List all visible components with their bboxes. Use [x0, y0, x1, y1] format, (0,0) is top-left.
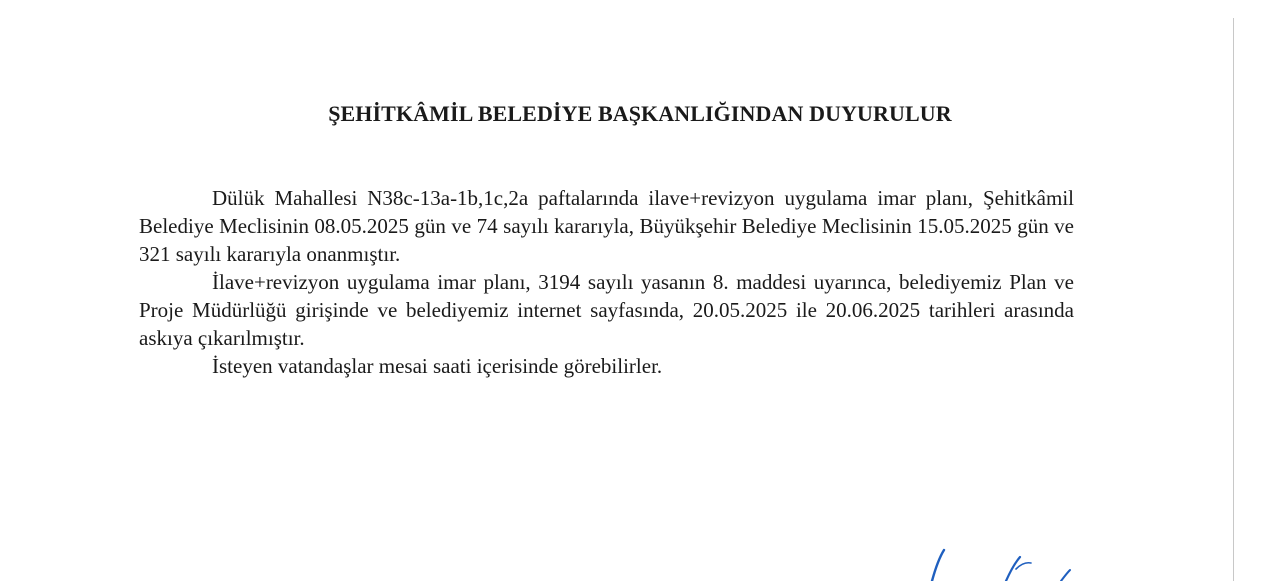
page-edge-line	[1233, 18, 1234, 581]
handwritten-signature	[918, 540, 1088, 581]
announcement-body	[139, 184, 1074, 380]
paragraph-plan-approval: Dülük Mahallesi N38c-13a-1b,1c,2a paftalarında ilave+revizyon uygulama imar planı, Şehitkâmil Belediye Meclisinin 08.05.2025 gün ve 74 sayılı kararıyla, Büyükşehir Belediye Meclisinin 15.05.2025 gün ve 321 sayılı kararıyla onanmıştır.	[139, 186, 1074, 266]
paragraph-viewing-hours: İsteyen vatandaşlar mesai saati içerisinde görebilirler.	[212, 354, 663, 378]
announcement-title: ŞEHİTKÂMİL BELEDİYE BAŞKANLIĞINDAN DUYURULUR	[328, 101, 952, 126]
paragraph-public-display: İlave+revizyon uygulama imar planı, 3194 sayılı yasanın 8. maddesi uyarınca, belediyemiz Plan ve Proje Müdürlüğü girişinde ve belediyemiz internet sayfasında, 20.05.2025 ile 20.06.2025 tarihleri arasında askıya çıkarılmıştır.	[139, 270, 1074, 350]
